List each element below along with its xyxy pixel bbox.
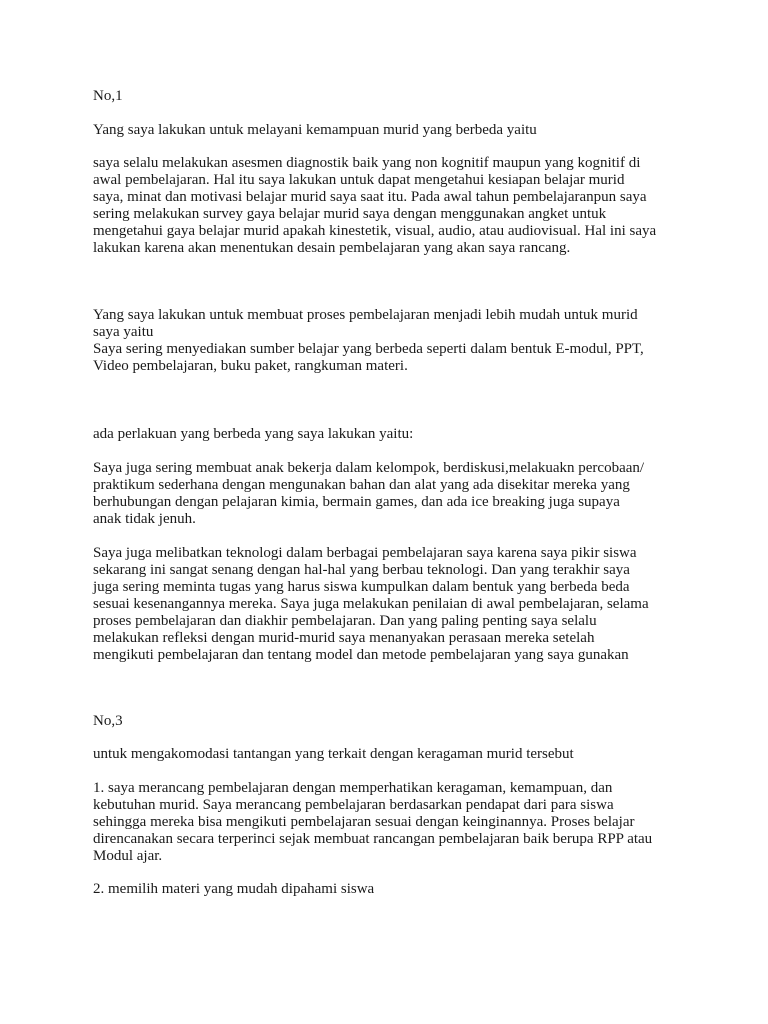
paragraph-line: mengetahui gaya belajar murid apakah kinestetik, visual, audio, atau audiovisual. Hal ini saya: [93, 223, 657, 239]
paragraph-line: sekarang ini sangat senang dengan hal-hal yang berbau teknologi. Dan yang terakhir saya: [93, 562, 630, 578]
paragraph-line: Saya juga sering membuat anak bekerja dalam kelompok, berdiskusi,melakuakn percobaan/: [93, 460, 645, 476]
paragraph-line: praktikum sederhana dengan mengunakan bahan dan alat yang ada disekitar mereka yang: [93, 477, 630, 493]
paragraph-line: Modul ajar.: [93, 848, 163, 864]
numbered-item-2: 2. memilih materi yang mudah dipahami siswa: [93, 881, 375, 897]
paragraph-line: sehingga mereka bisa mengikuti pembelajaran sesuai dengan keinginannya. Proses belajar: [93, 814, 635, 830]
paragraph-line: Saya juga melibatkan teknologi dalam berbagai pembelajaran saya karena saya pikir siswa: [93, 545, 637, 561]
question-3-prompt: ada perlakuan yang berbeda yang saya lakukan yaitu:: [93, 426, 414, 442]
paragraph-line: juga sering meminta tugas yang harus siswa kumpulkan dalam bentuk yang berbeda beda: [93, 579, 630, 595]
paragraph-line: mengikuti pembelajaran dan tentang model dan metode pembelajaran yang saya gunakan: [93, 647, 629, 663]
question-prompt-no3: untuk mengakomodasi tantangan yang terkait dengan keragaman murid tersebut: [93, 746, 574, 762]
paragraph-line: sering melakukan survey gaya belajar murid saya dengan menggunakan angket untuk: [93, 206, 607, 222]
paragraph-line: sesuai kesenangannya mereka. Saya juga melakukan penilaian di awal pembelajaran, selama: [93, 596, 649, 612]
paragraph-line: direncanakan secara terperinci sejak membuat rancangan pembelajaran baik berupa RPP atau: [93, 831, 653, 847]
paragraph-line: saya selalu melakukan asesmen diagnostik baik yang non kognitif maupun yang kognitif di: [93, 155, 641, 171]
question-2-prompt: Yang saya lakukan untuk membuat proses pembelajaran menjadi lebih mudah untuk murid: [93, 307, 638, 323]
paragraph-line: anak tidak jenuh.: [93, 511, 196, 527]
paragraph-line: melakukan refleksi dengan murid-murid saya menanyakan perasaan mereka setelah: [93, 630, 595, 646]
paragraph-line: awal pembelajaran. Hal itu saya lakukan untuk dapat mengetahui kesiapan belajar murid: [93, 172, 625, 188]
paragraph-line: berhubungan dengan pelajaran kimia, bermain games, dan ada ice breaking juga supaya: [93, 494, 620, 510]
paragraph-line: Saya sering menyediakan sumber belajar yang berbeda seperti dalam bentuk E-modul, PPT,: [93, 341, 644, 357]
paragraph-line: proses pembelajaran dan diakhir pembelajaran. Dan yang paling penting saya selalu: [93, 613, 597, 629]
question-2-prompt-continued: saya yaitu: [93, 324, 154, 340]
section-heading-no1: No,1: [93, 88, 123, 104]
section-heading-no3: No,3: [93, 713, 123, 729]
paragraph-line: lakukan karena akan menentukan desain pembelajaran yang akan saya rancang.: [93, 240, 571, 256]
paragraph-line: saya, minat dan motivasi belajar murid saya saat itu. Pada awal tahun pembelajaranpun saya: [93, 189, 647, 205]
numbered-item-1-line: 1. saya merancang pembelajaran dengan memperhatikan keragaman, kemampuan, dan: [93, 780, 613, 796]
question-1-prompt: Yang saya lakukan untuk melayani kemampuan murid yang berbeda yaitu: [93, 122, 537, 138]
paragraph-line: Video pembelajaran, buku paket, rangkuman materi.: [93, 358, 408, 374]
paragraph-line: kebutuhan murid. Saya merancang pembelajaran berdasarkan pendapat dari para siswa: [93, 797, 614, 813]
